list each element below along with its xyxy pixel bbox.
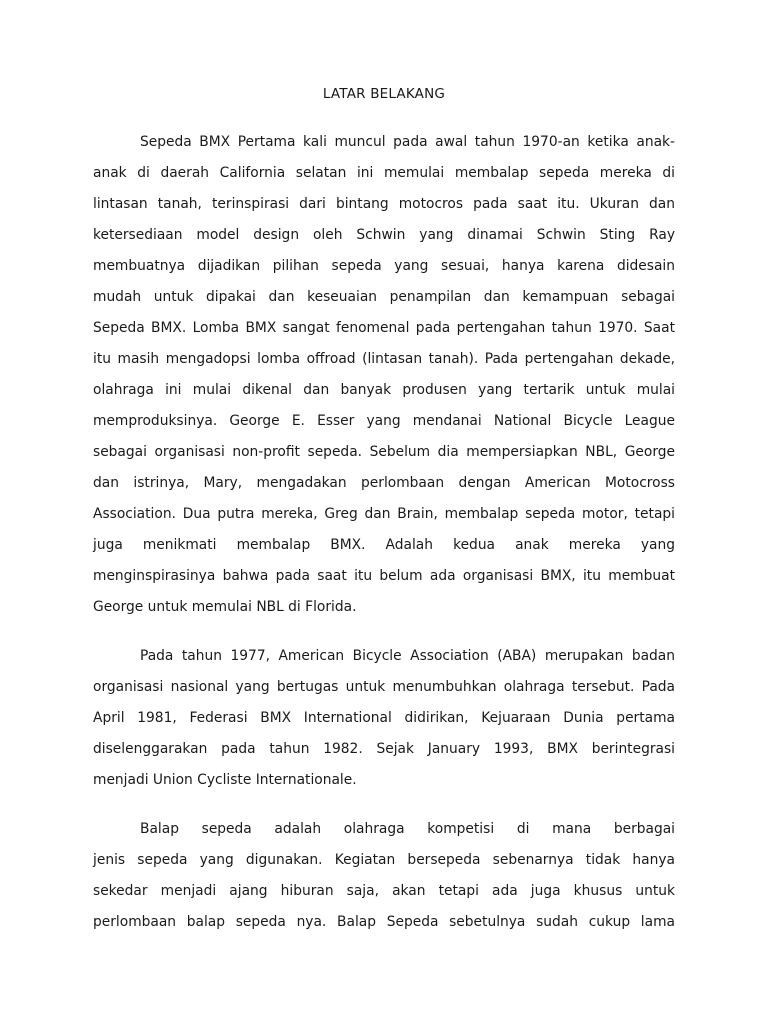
paragraph-line: anak di daerah California selatan ini memulai membalap sepeda mereka di xyxy=(93,165,675,181)
paragraph-line: menginspirasinya bahwa pada saat itu belum ada organisasi BMX, itu membuat xyxy=(93,568,675,584)
paragraph-line: mudah untuk dipakai dan keseuaian penampilan dan kemampuan sebagai xyxy=(93,289,675,305)
paragraph-line: sebagai organisasi non-profit sepeda. Sebelum dia mempersiapkan NBL, George xyxy=(93,444,675,460)
paragraph-line: lintasan tanah, terinspirasi dari bintang motocros pada saat itu. Ukuran dan xyxy=(93,196,675,212)
paragraph-line: George untuk memulai NBL di Florida. xyxy=(93,599,357,615)
paragraph-line: jenis sepeda yang digunakan. Kegiatan bersepeda sebenarnya tidak hanya xyxy=(93,852,675,868)
paragraph-line: sekedar menjadi ajang hiburan saja, akan tetapi ada juga khusus untuk xyxy=(93,883,675,899)
paragraph-line: perlombaan balap sepeda nya. Balap Sepeda sebetulnya sudah cukup lama xyxy=(93,914,675,930)
paragraph-3 xyxy=(93,814,675,938)
paragraph-line: membuatnya dijadikan pilihan sepeda yang sesuai, hanya karena didesain xyxy=(93,258,675,274)
paragraph-line: April 1981, Federasi BMX International didirikan, Kejuaraan Dunia pertama xyxy=(93,710,675,726)
paragraph-1 xyxy=(93,127,675,623)
paragraph-line: dan istrinya, Mary, mengadakan perlombaan dengan American Motocross xyxy=(93,475,675,491)
paragraph-line: Sepeda BMX. Lomba BMX sangat fenomenal pada pertengahan tahun 1970. Saat xyxy=(93,320,675,336)
paragraph-line: Pada tahun 1977, American Bicycle Association (ABA) merupakan badan xyxy=(140,648,675,664)
paragraph-line: juga menikmati membalap BMX. Adalah kedua anak mereka yang xyxy=(93,537,675,553)
paragraph-line: itu masih mengadopsi lomba offroad (lintasan tanah). Pada pertengahan dekade, xyxy=(93,351,675,367)
paragraph-2 xyxy=(93,641,675,796)
paragraph-line: ketersediaan model design oleh Schwin yang dinamai Schwin Sting Ray xyxy=(93,227,675,243)
document-title: LATAR BELAKANG xyxy=(322,86,446,102)
paragraph-line: olahraga ini mulai dikenal dan banyak produsen yang tertarik untuk mulai xyxy=(93,382,675,398)
paragraph-line: organisasi nasional yang bertugas untuk menumbuhkan olahraga tersebut. Pada xyxy=(93,679,675,695)
paragraph-line: Association. Dua putra mereka, Greg dan Brain, membalap sepeda motor, tetapi xyxy=(93,506,675,522)
paragraph-line: diselenggarakan pada tahun 1982. Sejak January 1993, BMX berintegrasi xyxy=(93,741,675,757)
paragraph-line: menjadi Union Cycliste Internationale. xyxy=(93,772,357,788)
paragraph-line: Sepeda BMX Pertama kali muncul pada awal tahun 1970-an ketika anak- xyxy=(140,134,675,150)
paragraph-line: Balap sepeda adalah olahraga kompetisi di mana berbagai xyxy=(140,821,675,837)
paragraph-line: memproduksinya. George E. Esser yang mendanai National Bicycle League xyxy=(93,413,675,429)
